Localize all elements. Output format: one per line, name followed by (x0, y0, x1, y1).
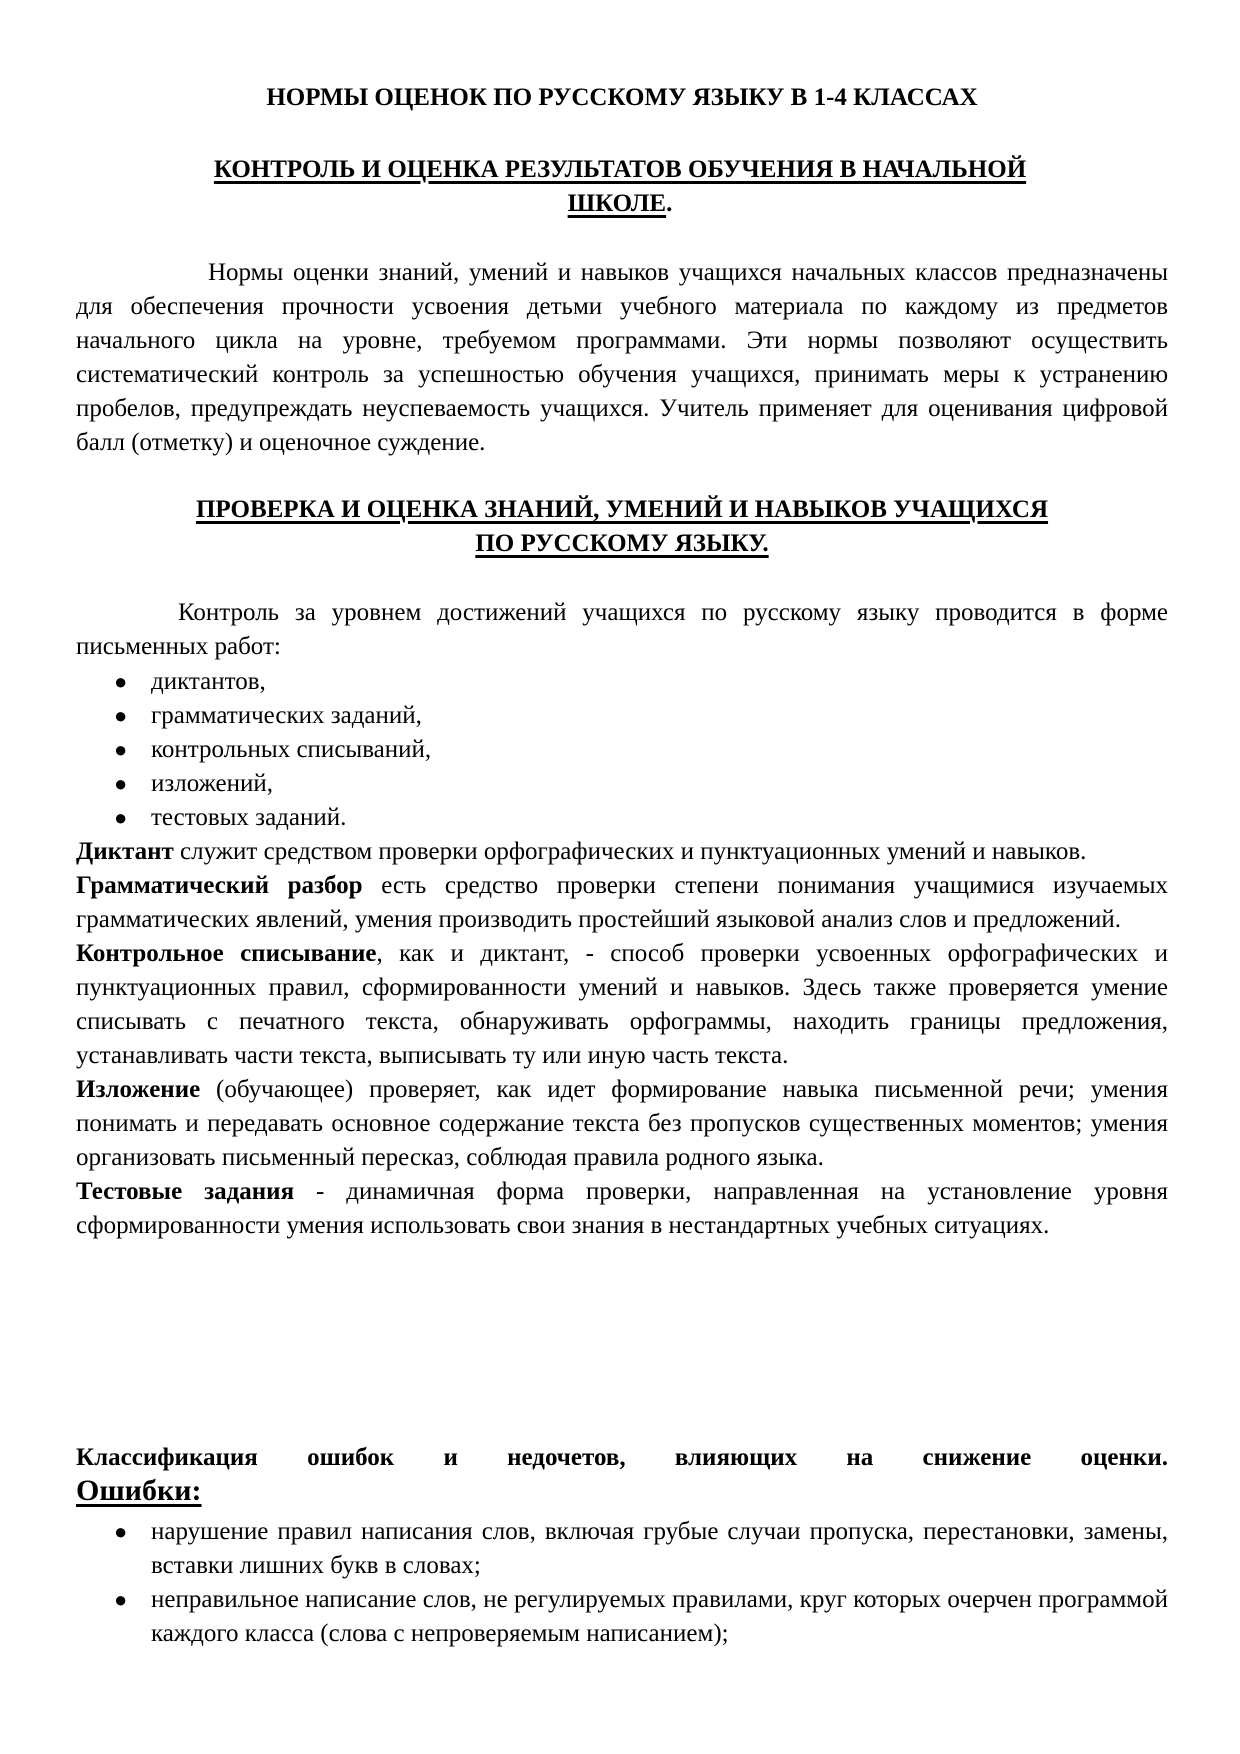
list-item-text: изложений, (151, 770, 274, 797)
work-types-list (76, 665, 1168, 835)
intro-paragraph: Нормы оценки знаний, умений и навыков учащихся начальных классов предназначены для обеспечения прочности усвоения детьми учебного материала по каждому из предметов начального цикла на уровне, требуемом программами. Эти нормы позволяют осуществить систематический контроль за успешностью обучения учащихся, принимать меры к устранению пробелов, предупреждать неуспеваемость учащихся. Учитель применяет для оценивания цифровой балл (отметку) и оценочное суждение. (76, 259, 1168, 456)
definition-term: Грамматический разбор (76, 872, 363, 899)
definition-tests (76, 1175, 1168, 1243)
section-heading-assessment (76, 493, 1168, 561)
list-item-text: нарушение правил написания слов, включая грубые случаи пропуска, перестановки, замены, вставки лишних букв в словах; (151, 1518, 1168, 1579)
definition-term: Тестовые задания (76, 1178, 295, 1205)
section-heading-text: КОНТРОЛЬ И ОЦЕНКА РЕЗУЛЬТАТОВ ОБУЧЕНИЯ В НАЧАЛЬНОЙ ШКОЛЕ (213, 156, 1027, 217)
definition-summary (76, 1073, 1168, 1175)
bullet-icon: ● (114, 1519, 128, 1544)
bullet-icon: ● (114, 805, 128, 830)
document-title: НОРМЫ ОЦЕНОК ПО РУССКОМУ ЯЗЫКУ В 1-4 КЛАССАХ (266, 84, 978, 111)
bullet-icon: ● (114, 771, 128, 796)
list-item-text: грамматических заданий, (151, 702, 422, 729)
list-item (76, 1583, 1168, 1651)
list-item (76, 665, 1168, 699)
definition-term: Контрольное списывание (76, 940, 377, 967)
definition-term: Диктант (76, 838, 174, 865)
definition-text: есть средство проверки степени понимания учащимися изучаемых грамматических явлений, умения производить простейший языковой анализ слов и предложений. (76, 872, 1168, 933)
definition-grammar (76, 869, 1168, 937)
list-item (76, 767, 1168, 801)
section-heading-control (180, 153, 1060, 221)
list-item-text: диктантов, (151, 668, 266, 695)
definition-text: (обучающее) проверяет, как идет формирование навыка письменной речи; умения понимать и передавать основное содержание текста без пропусков существенных моментов; умения организовать письменный пересказ, соблюдая правила родного языка. (76, 1076, 1168, 1171)
errors-heading (76, 1473, 1168, 1509)
definitions (76, 835, 1168, 1243)
list-item (76, 699, 1168, 733)
section-heading-tail: . (666, 190, 673, 217)
heading-line-2: ПО РУССКОМУ ЯЗЫКУ. (475, 530, 769, 557)
list-item (76, 733, 1168, 767)
list-item-text: контрольных списываний, (151, 736, 432, 763)
errors-list (76, 1515, 1168, 1651)
definition-copying (76, 937, 1168, 1073)
heading-line-1: ПРОВЕРКА И ОЦЕНКА ЗНАНИЙ, УМЕНИЙ И НАВЫКОВ УЧАЩИХСЯ (195, 496, 1049, 523)
definition-text: , как и диктант, - способ проверки усвоенных орфографических и пунктуационных правил, сформированности умений и навыков. Здесь также проверяется умение списывать с печатного текста, обнаруживать орфограммы, находить границы предложения, устанавливать части текста, выписывать ту или иную часть текста. (76, 940, 1168, 1069)
bullet-icon: ● (114, 1587, 128, 1612)
definition-term: Изложение (76, 1076, 201, 1103)
list-item-text: тестовых заданий. (151, 804, 347, 831)
classification-heading: Классификация ошибок и недочетов, влияющих на снижение оценки. (76, 1444, 1168, 1471)
list-item-text: неправильное написание слов, не регулируемых правилами, круг которых очерчен программой каждого класса (слова с непроверяемым написанием); (151, 1586, 1168, 1647)
bullet-icon: ● (114, 703, 128, 728)
list-item (76, 801, 1168, 835)
bullet-icon: ● (114, 669, 128, 694)
control-intro-paragraph: Контроль за уровнем достижений учащихся по русскому языку проводится в форме письменных работ: (76, 599, 1168, 660)
errors-heading-text: Ошибки: (76, 1474, 202, 1507)
definition-text: - динамичная форма проверки, направленная на установление уровня сформированности умения использовать свои знания в нестандартных учебных ситуациях. (76, 1178, 1168, 1239)
list-item (76, 1515, 1168, 1583)
definition-dictation (76, 835, 1168, 869)
bullet-icon: ● (114, 737, 128, 762)
definition-text: служит средством проверки орфографических и пунктуационных умений и навыков. (173, 838, 1087, 865)
